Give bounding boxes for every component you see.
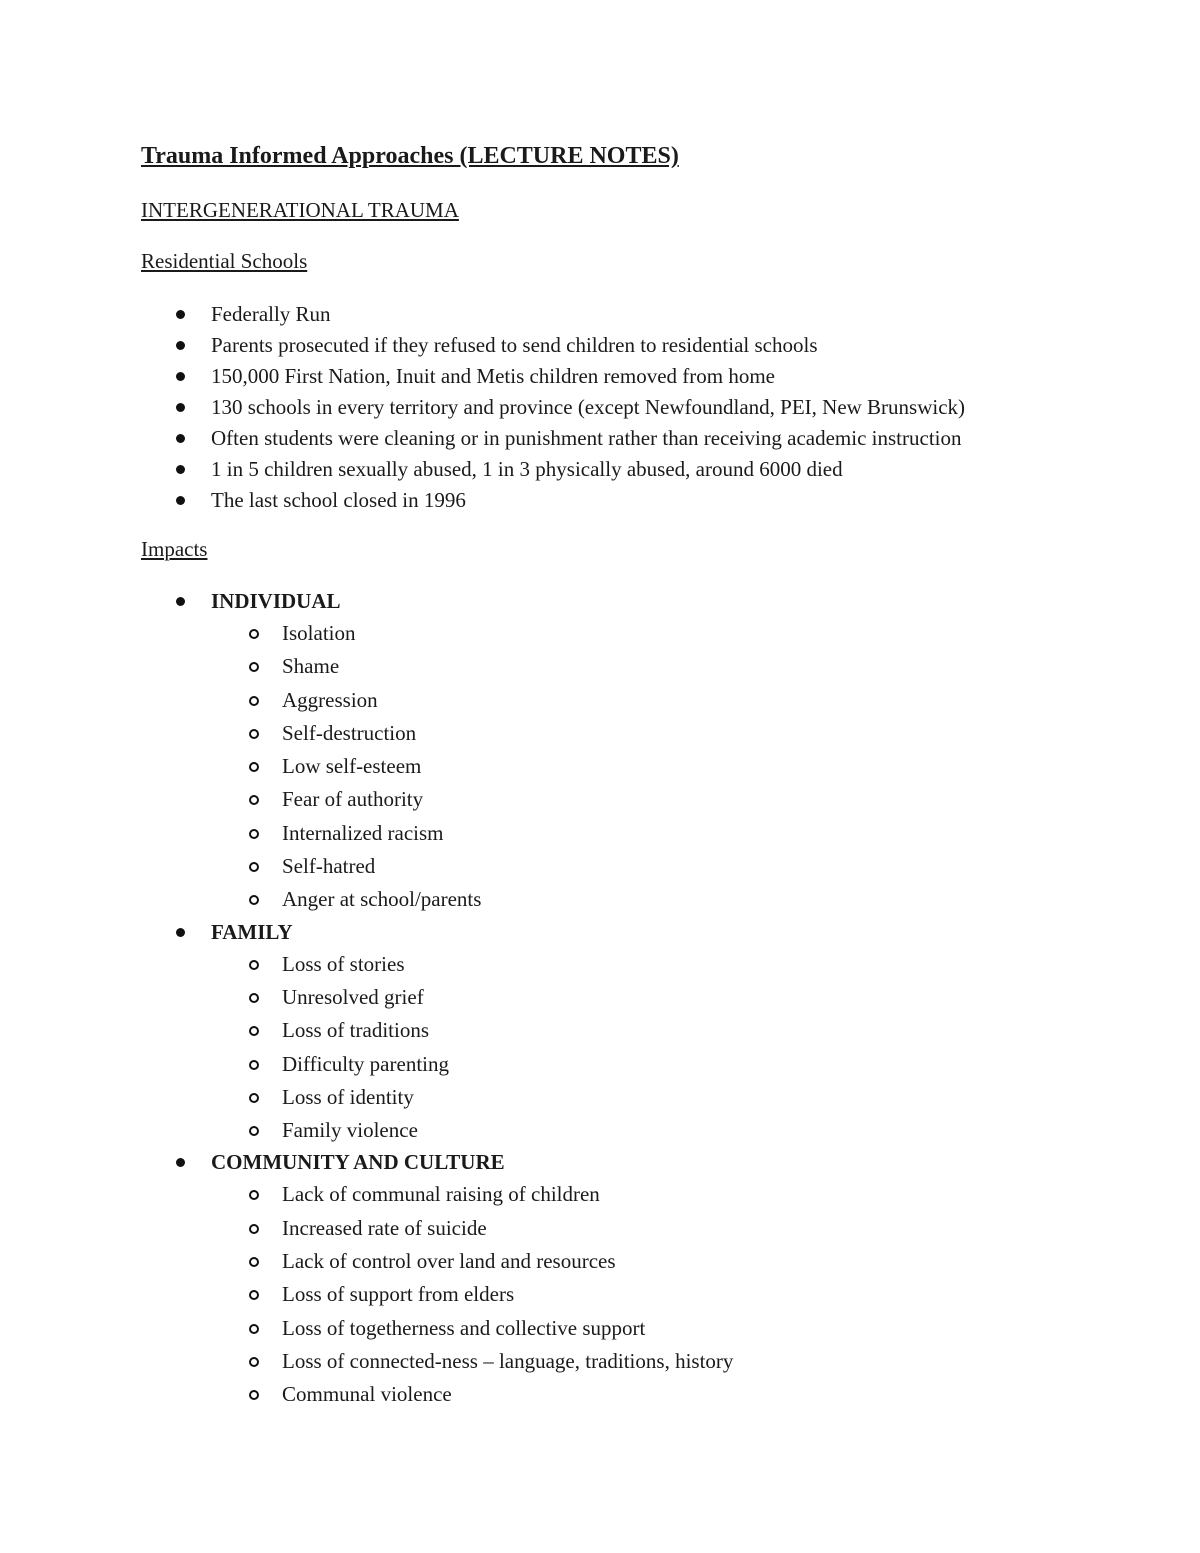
circle-bullet-icon xyxy=(249,829,259,839)
list-item xyxy=(0,423,965,454)
sub-list-item xyxy=(0,883,733,916)
list-item-text: 130 schools in every territory and province (except Newfoundland, PEI, New Brunswick) xyxy=(211,395,966,419)
circle-bullet-icon xyxy=(249,1026,259,1036)
sub-item-text: Isolation xyxy=(282,621,356,645)
category-label: COMMUNITY AND CULTURE xyxy=(211,1150,505,1175)
sub-list-item xyxy=(0,1212,733,1245)
list-item-text: 150,000 First Nation, Inuit and Metis children removed from home xyxy=(211,364,775,388)
sub-list-item xyxy=(0,1278,733,1311)
sub-list-item xyxy=(0,783,733,816)
sub-list-item xyxy=(0,1345,733,1378)
circle-bullet-icon xyxy=(249,1357,259,1367)
circle-bullet-icon xyxy=(249,1224,259,1234)
bullet-icon xyxy=(176,372,185,381)
sub-item-text: Unresolved grief xyxy=(282,984,424,1009)
sub-list-item xyxy=(0,1378,733,1411)
sub-list-item xyxy=(0,684,733,717)
sub-item-text: Self-hatred xyxy=(282,854,376,879)
sub-item-text: Loss of traditions xyxy=(282,1018,429,1043)
impact-category-community-and-culture xyxy=(0,1147,733,1411)
sub-item-text: Lack of communal raising of children xyxy=(282,1182,600,1207)
circle-bullet-icon xyxy=(249,662,259,672)
sub-list-item xyxy=(0,1048,733,1081)
sub-item-text: Loss of identity xyxy=(282,1084,414,1109)
list-item xyxy=(0,392,965,423)
circle-bullet-icon xyxy=(249,960,259,970)
circle-bullet-icon xyxy=(249,696,259,706)
bullet-icon xyxy=(176,341,185,350)
sub-item-text: Loss of connected-ness – language, traditions, history xyxy=(282,1348,734,1373)
sub-item-text: Shame xyxy=(282,654,340,679)
circle-bullet-icon xyxy=(249,1257,259,1267)
list-item-text: Often students were cleaning or in punishment rather than receiving academic instruction xyxy=(211,426,962,450)
sub-item-text: Self-destruction xyxy=(282,720,417,745)
impacts-heading: Impacts xyxy=(141,537,208,561)
sub-list-item xyxy=(0,1245,733,1278)
sub-item-text: Low self-esteem xyxy=(282,754,422,779)
circle-bullet-icon xyxy=(249,1290,259,1300)
sub-list-item xyxy=(0,750,733,783)
sub-item-text: Anger at school/parents xyxy=(282,887,482,912)
list-item-text: Parents prosecuted if they refused to send children to residential schools xyxy=(211,333,818,357)
sub-list-item xyxy=(0,1081,733,1114)
bullet-icon xyxy=(176,597,185,606)
sub-list-item xyxy=(0,1178,733,1211)
sub-list-item xyxy=(0,717,733,750)
impact-category-individual xyxy=(0,586,733,917)
sub-list xyxy=(0,1178,733,1411)
sub-item-text: Internalized racism xyxy=(282,820,444,845)
bullet-icon xyxy=(176,310,185,319)
sub-list-item xyxy=(0,948,733,981)
bullet-icon xyxy=(176,465,185,474)
circle-bullet-icon xyxy=(249,993,259,1003)
sub-list-item xyxy=(0,817,733,850)
category-label: FAMILY xyxy=(211,919,293,944)
sub-list-item xyxy=(0,617,733,650)
circle-bullet-icon xyxy=(249,762,259,772)
sub-item-text: Lack of control over land and resources xyxy=(282,1249,616,1274)
circle-bullet-icon xyxy=(249,1190,259,1200)
bullet-icon xyxy=(176,434,185,443)
bullet-icon xyxy=(176,1158,185,1167)
circle-bullet-icon xyxy=(249,1060,259,1070)
category-label: INDIVIDUAL xyxy=(211,589,341,613)
circle-bullet-icon xyxy=(249,895,259,905)
list-item xyxy=(0,454,965,485)
sub-item-text: Difficulty parenting xyxy=(282,1051,449,1076)
bullet-icon xyxy=(176,928,185,937)
sub-list xyxy=(0,948,733,1148)
sub-list-item xyxy=(0,1312,733,1345)
circle-bullet-icon xyxy=(249,795,259,805)
page-title: Trauma Informed Approaches (LECTURE NOTES) xyxy=(141,143,679,169)
sub-item-text: Aggression xyxy=(282,687,378,712)
list-item xyxy=(0,299,965,330)
sub-list-item xyxy=(0,1114,733,1147)
circle-bullet-icon xyxy=(249,1324,259,1334)
list-item xyxy=(0,330,965,361)
impacts-list xyxy=(0,586,733,1412)
circle-bullet-icon xyxy=(249,1093,259,1103)
list-item-text: The last school closed in 1996 xyxy=(211,488,466,512)
sub-item-text: Communal violence xyxy=(282,1382,452,1407)
sub-list-item xyxy=(0,1014,733,1047)
sub-item-text: Family violence xyxy=(282,1118,418,1143)
residential-schools-heading: Residential Schools xyxy=(141,249,308,273)
circle-bullet-icon xyxy=(249,729,259,739)
list-item-text: 1 in 5 children sexually abused, 1 in 3 physically abused, around 6000 died xyxy=(211,457,843,481)
circle-bullet-icon xyxy=(249,1126,259,1136)
sub-item-text: Fear of authority xyxy=(282,787,424,812)
list-item xyxy=(0,361,965,392)
impact-category-family xyxy=(0,917,733,1148)
sub-item-text: Increased rate of suicide xyxy=(282,1215,487,1240)
circle-bullet-icon xyxy=(249,862,259,872)
bullet-icon xyxy=(176,403,185,412)
circle-bullet-icon xyxy=(249,1390,259,1400)
sub-list-item xyxy=(0,850,733,883)
sub-list xyxy=(0,617,733,917)
list-item xyxy=(0,485,965,516)
list-item-text: Federally Run xyxy=(211,302,331,326)
sub-item-text: Loss of togetherness and collective support xyxy=(282,1315,646,1340)
circle-bullet-icon xyxy=(249,629,259,639)
section-heading: INTERGENERATIONAL TRAUMA xyxy=(141,198,459,222)
bullet-icon xyxy=(176,496,185,505)
sub-item-text: Loss of stories xyxy=(282,951,405,976)
sub-item-text: Loss of support from elders xyxy=(282,1282,515,1307)
sub-list-item xyxy=(0,650,733,683)
residential-schools-list xyxy=(0,299,965,516)
sub-list-item xyxy=(0,981,733,1014)
